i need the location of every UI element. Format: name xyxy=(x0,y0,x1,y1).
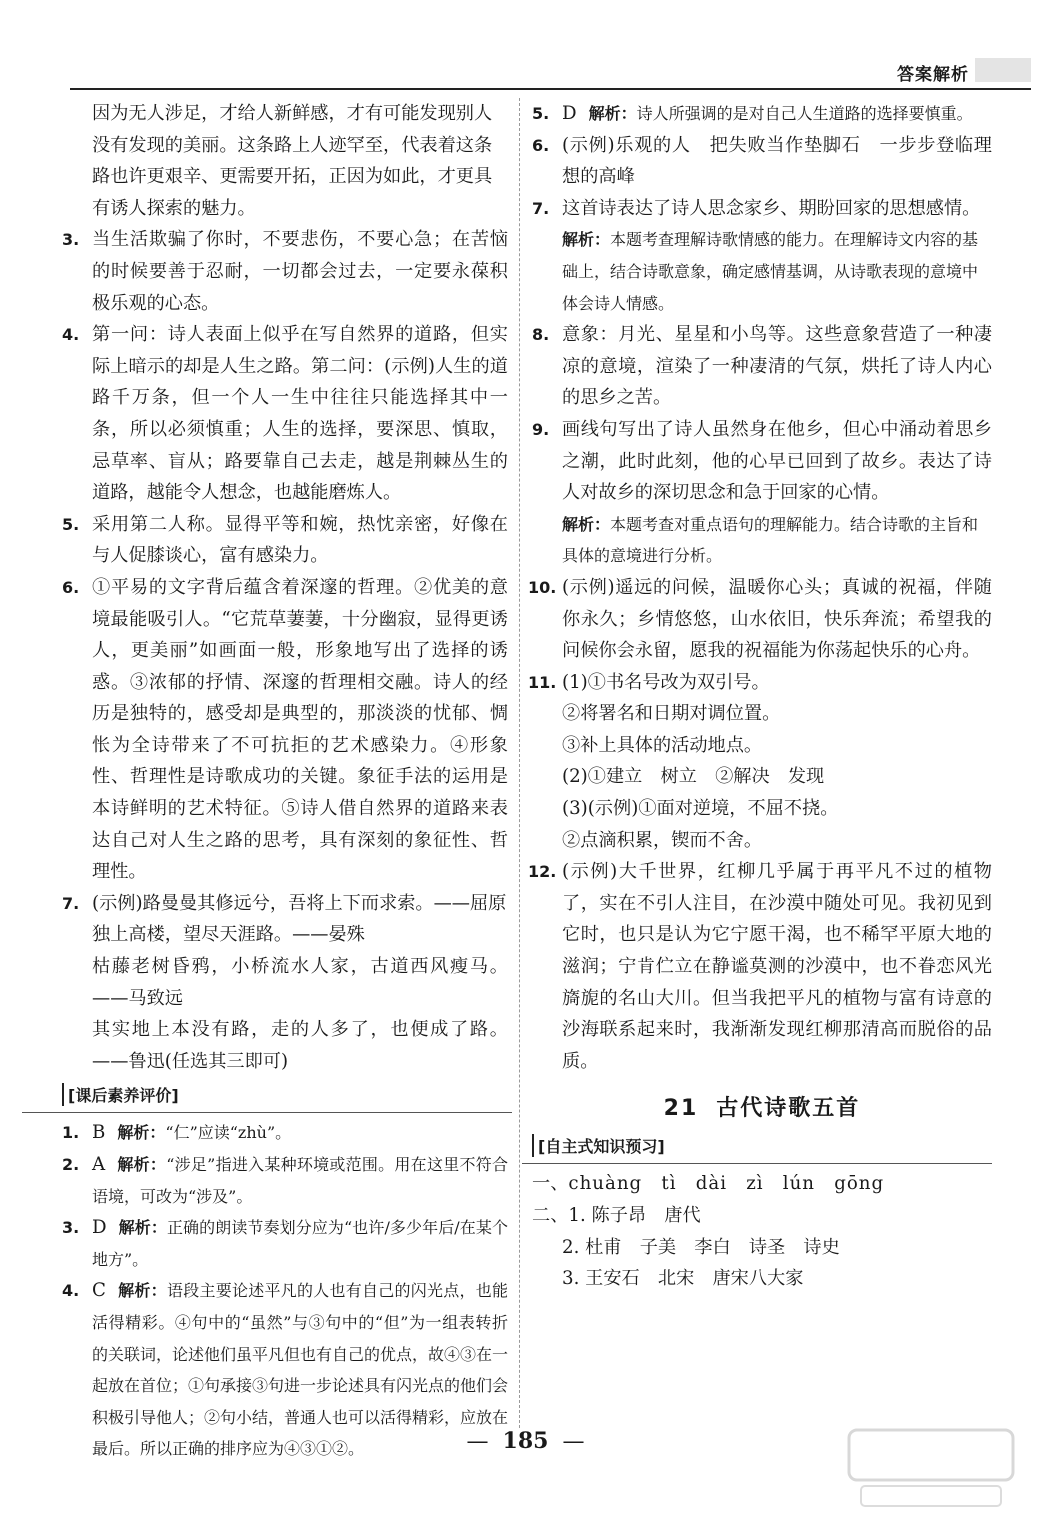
item-answer: C xyxy=(92,1280,106,1302)
preview-line-2: 2. 杜甫 子美 李白 诗圣 诗史 xyxy=(562,1236,840,1258)
item-number: 6. xyxy=(532,135,550,155)
item-answer: D xyxy=(562,103,577,124)
page-number-value: 185 xyxy=(502,1428,549,1454)
preview-line-3: 3. 王安石 北宋 唐宋八大家 xyxy=(562,1268,804,1290)
answer-item-r12 xyxy=(528,856,992,1077)
quote-line: 其实地上本没有路，走的人多了，也便成了路。——鲁迅(任选其三即可) xyxy=(92,1019,508,1072)
item-number: 9. xyxy=(532,419,550,439)
chapter-title xyxy=(532,1091,992,1122)
item-number: 7. xyxy=(532,198,550,218)
answer-item-7 xyxy=(62,888,508,1078)
analysis-label: 解析： xyxy=(588,104,637,123)
item-number: 12. xyxy=(528,862,557,882)
item-text: ①平易的文字背后蕴含着深邃的哲理。②优美的意境最能吸引人。“它荒草萋萋，十分幽寂，显得更诱人，更美丽”如画面一般，形象地写出了选择的诱惑。③浓郁的抒情、深邃的哲理相交融。诗人的经历是独特的，感受却是典型的，那淡淡的忧郁、惆怅为全诗带来了不可抗拒的艺术感染力。④形象性、哲理性是诗歌成功的关键。象征手法的运用是本诗鲜明的艺术特征。⑤诗人借自然界的道路来表达自己对人生之路的思考，具有深刻的象征性、哲理性。 xyxy=(92,576,508,883)
item-number: 4. xyxy=(62,325,80,345)
item-number: 3. xyxy=(62,1218,80,1238)
answer-item-4 xyxy=(62,319,508,509)
item-text: 语段主要论述平凡的人也有自己的闪光点，也能活得精彩。④句中的“虽然”与③句中的“但”为一组表转折的关联词，论述他们虽平凡但也有自己的优点，故④③在一起放在首位；①句承接③句进一步论述具有闪光点的他们会积极引导他人；②句小结，普通人也可以活得精彩，应放在最后。所以正确的排序应为④③①②。 xyxy=(92,1281,509,1459)
analysis-label: 解析： xyxy=(118,1218,167,1238)
sub-answer: ②将署名和日期对调位置。 xyxy=(562,703,781,725)
item-text: 当生活欺骗了你时，不要悲伤，不要心急；在苦恼的时候要善于忍耐，一切都会过去，一定要永葆积极乐观的心态。 xyxy=(92,229,508,314)
eval-item-2 xyxy=(62,1149,508,1212)
sub-answer: (2)①建立 树立 ②解决 发现 xyxy=(562,766,825,788)
item-number: 7. xyxy=(62,893,80,913)
answer-item-r7 xyxy=(532,193,992,225)
item-text: 诗人所强调的是对自己人生道路的选择要慎重。 xyxy=(636,104,973,123)
item-text: 这首诗表达了诗人思念家乡、期盼回家的思想感情。 xyxy=(562,197,981,219)
answer-item-r10 xyxy=(528,572,992,667)
item-text: (示例)遥远的问候，温暖你心头；真诚的祝福，伴随你永久；乡情悠悠，山水依旧，快乐奔流；希望我的问候你会永留，愿我的祝福能为你荡起快乐的心舟。 xyxy=(562,576,992,662)
item-number: 1. xyxy=(62,1123,80,1143)
item-text: (示例)乐观的人 把失败当作垫脚石 一步步登临理想的高峰 xyxy=(562,134,992,188)
item-text: “涉足”指进入某种环境或范围。用在这里不符合语境，可改为“涉及”。 xyxy=(92,1155,508,1206)
preview-line: 1. 陈子昂 唐代 xyxy=(568,1205,701,1226)
header-rule xyxy=(70,88,1031,90)
quote-line: (示例)路曼曼其修远兮，吾将上下而求索。——屈原 xyxy=(92,892,507,914)
eval-item-3 xyxy=(62,1212,508,1275)
sub-answer: ③补上具体的活动地点。 xyxy=(562,734,763,756)
analysis-label: 解析： xyxy=(562,514,611,534)
item-number: 4. xyxy=(62,1281,80,1301)
note-text: 本题考查理解诗歌情感的能力。在理解诗文内容的基础上，结合诗歌意象，确定感情基调，从诗歌表现的意境中体会诗人情感。 xyxy=(562,230,979,313)
item-number: 3. xyxy=(62,230,80,250)
answer-item-r6 xyxy=(532,130,992,193)
analysis-label: 解析： xyxy=(117,1123,166,1143)
section-rule xyxy=(22,1112,512,1113)
section-rule xyxy=(522,1163,992,1164)
column-divider xyxy=(519,98,520,1428)
answer-item-3 xyxy=(62,224,508,319)
item-text: 第一问：诗人表面上似乎在写自然界的道路，但实际上暗示的却是人生之路。第二问：(示例)人生的道路千万条，但一个人一生中往往只能选择其中一条，所以必须慎重；人生的选择，要深思、慎取，忌草率、盲从；路要靠自己去走，越是荆棘丛生的道路，越能令人想念，也越能磨炼人。 xyxy=(92,324,508,504)
item-number: 8. xyxy=(532,325,550,345)
item-number: 10. xyxy=(528,577,557,597)
answer-item-r9 xyxy=(532,414,992,509)
answer-item-r11 xyxy=(528,667,992,857)
page-header xyxy=(0,0,1051,92)
item-number: 5. xyxy=(62,514,80,534)
analysis-label: 解析： xyxy=(117,1281,167,1301)
preview-part-two xyxy=(532,1200,992,1232)
item-text: 画线句写出了诗人虽然身在他乡，但心中涌动着思乡之潮，此时此刻，他的心早已回到了故乡。表达了诗人对故乡的深切思念和急于回家的心情。 xyxy=(562,418,992,504)
item-text: 意象：月光、星星和小鸟等。这些意象营造了一种凄凉的意境，渲染了一种凄清的气氛，烘托了诗人内心的思乡之苦。 xyxy=(562,324,992,409)
continuation-paragraph: 因为无人涉足，才给人新鲜感，才有可能发现别人没有发现的美丽。这条路上人迹罕至，代表着这条路也许更艰辛、更需要开拓，正因为如此，才更具有诱人探索的魅力。 xyxy=(92,103,493,219)
section-label-preview: [自主式知识预习] xyxy=(532,1134,665,1157)
answer-item-5 xyxy=(62,509,508,572)
item-number: 11. xyxy=(528,672,557,692)
preview-part-one xyxy=(532,1168,992,1200)
item-text: 正确的朗读节奏划分应为“也许/多少年后/在某个地方”。 xyxy=(92,1218,508,1269)
right-column xyxy=(528,98,992,1295)
part-label: 一、 xyxy=(532,1173,569,1195)
item-answer: D xyxy=(92,1217,107,1239)
item-text: 采用第二人称。显得平等和婉，热忱亲密，好像在与人促膝谈心，富有感染力。 xyxy=(92,513,508,567)
item-answer: B xyxy=(92,1122,106,1144)
eval-item-1 xyxy=(62,1117,508,1149)
header-title: 答案解析 xyxy=(897,65,969,85)
note-text: 本题考查对重点语句的理解能力。结合诗歌的主旨和具体的意境进行分析。 xyxy=(562,514,979,566)
sub-answer: ②点滴积累，锲而不舍。 xyxy=(562,829,763,851)
quote-line: 独上高楼，望尽天涯路。——晏殊 xyxy=(92,924,365,946)
analysis-label: 解析： xyxy=(562,230,611,250)
dash-decoration: — xyxy=(466,1429,489,1454)
analysis-note-9 xyxy=(532,509,992,572)
dash-decoration: — xyxy=(562,1429,585,1454)
quote-line: 枯藤老树昏鸦，小桥流水人家，古道西风瘦马。——马致远 xyxy=(92,956,508,1009)
watermark-logo xyxy=(841,1424,1021,1514)
left-column xyxy=(62,98,508,1465)
analysis-note-7 xyxy=(532,224,992,319)
answer-item-6 xyxy=(62,572,508,888)
part-label: 二、 xyxy=(532,1205,569,1226)
chapter-number: 21 xyxy=(663,1096,699,1122)
item-number: 6. xyxy=(62,577,80,597)
answer-item-r8 xyxy=(532,319,992,414)
answer-item-r5 xyxy=(532,98,992,130)
sub-answer: (1)①书名号改为双引号。 xyxy=(562,671,770,693)
item-text: (示例)大千世界，红柳几乎属于再平凡不过的植物了，实在不引人注目，在沙漠中随处可见。我初见到它时，也只是认为它宁愿干渴，也不稀罕平原大地的滋润；宁肯伫立在静谧莫测的沙漠中，也不眷恋风光旖旎的名山大川。但当我把平凡的植物与富有诗意的沙海联系起来时，我渐渐发现红柳那清高而脱俗的品质。 xyxy=(562,861,992,1072)
sub-answer: (3)(示例)①面对逆境，不屈不挠。 xyxy=(562,798,839,820)
item-number: 2. xyxy=(62,1155,80,1174)
header-tab-decoration xyxy=(975,58,1031,82)
item-text: “仁”应读“zhù”。 xyxy=(165,1123,292,1143)
item-number: 5. xyxy=(532,104,550,123)
item-answer: A xyxy=(92,1154,106,1175)
chapter-name: 古代诗歌五首 xyxy=(716,1096,861,1122)
analysis-label: 解析： xyxy=(117,1155,167,1174)
pinyin-answers: chuàng tì dài zì lún gōng xyxy=(568,1173,885,1195)
section-label-evaluation: [课后素养评价] xyxy=(62,1083,179,1106)
